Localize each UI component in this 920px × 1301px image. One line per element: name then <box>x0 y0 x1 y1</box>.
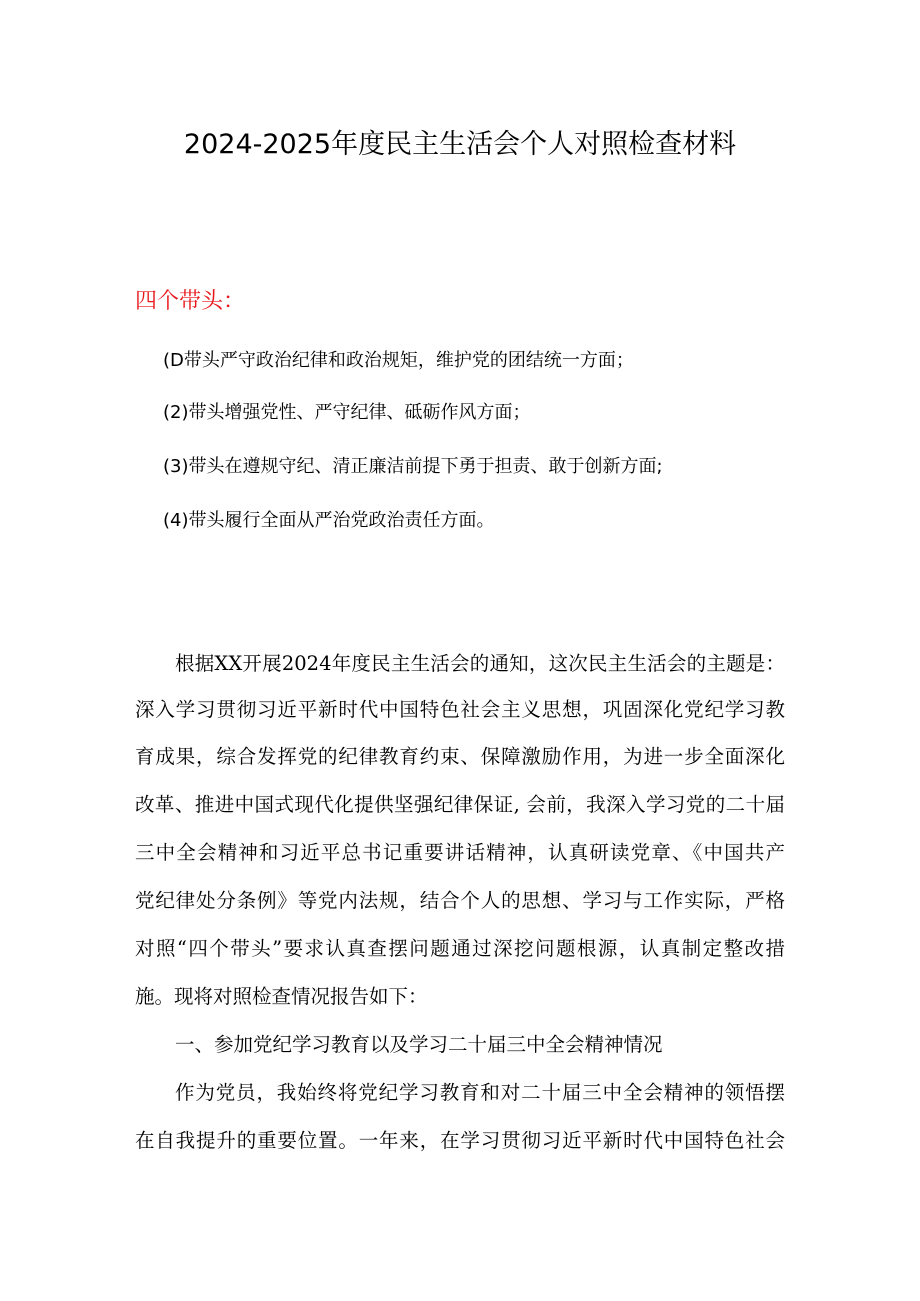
body-paragraph-line: 根据XX开展2024年度民主生活会的通知，这次民主生活会的主题是： <box>175 652 785 675</box>
body-paragraph-line: 施。现将对照检查情况报告如下： <box>135 985 428 1008</box>
section-heading: 四个带头： <box>135 289 246 314</box>
body-paragraph-line: 对照“四个带头”要求认真查摆问题通过深挖问题根源，认真制定整改措 <box>135 937 785 960</box>
body-paragraph-line: 三中全会精神和习近平总书记重要讲话精神，认真研读党章、《中国共产 <box>135 841 785 864</box>
list-item: (3)带头在遵规守纪、清正廉洁前提下勇于担责、敢于创新方面; <box>163 456 663 477</box>
list-item: (2)带头增强党性、严守纪律、砥砺作风方面； <box>163 402 531 423</box>
body-paragraph-line: 在自我提升的重要位置。一年来，在学习贯彻习近平新时代中国特色社会 <box>135 1129 785 1152</box>
body-paragraph-line: 作为党员，我始终将党纪学习教育和对二十届三中全会精神的领悟摆 <box>175 1081 785 1104</box>
list-item: (D带头严守政治纪律和政治规矩，维护党的团结统一方面； <box>163 350 634 371</box>
body-paragraph-line: 党纪律处分条例》等党内法规，结合个人的思想、学习与工作实际，严格 <box>135 889 785 912</box>
section-subheading: 一、参加党纪学习教育以及学习二十届三中全会精神情况 <box>175 1033 663 1056</box>
list-item: (4)带头履行全面从严治党政治责任方面。 <box>163 510 495 531</box>
body-paragraph-line: 育成果，综合发挥党的纪律教育约束、保障激励作用，为进一步全面深化 <box>135 745 785 768</box>
body-paragraph-line: 深入学习贯彻习近平新时代中国特色社会主义思想，巩固深化党纪学习教 <box>135 698 785 721</box>
document-title: 2024-2025年度民主生活会个人对照检查材料 <box>183 129 737 160</box>
body-paragraph-line: 改革、推进中国式现代化提供坚强纪律保证, 会前，我深入学习党的二十届 <box>135 793 785 816</box>
